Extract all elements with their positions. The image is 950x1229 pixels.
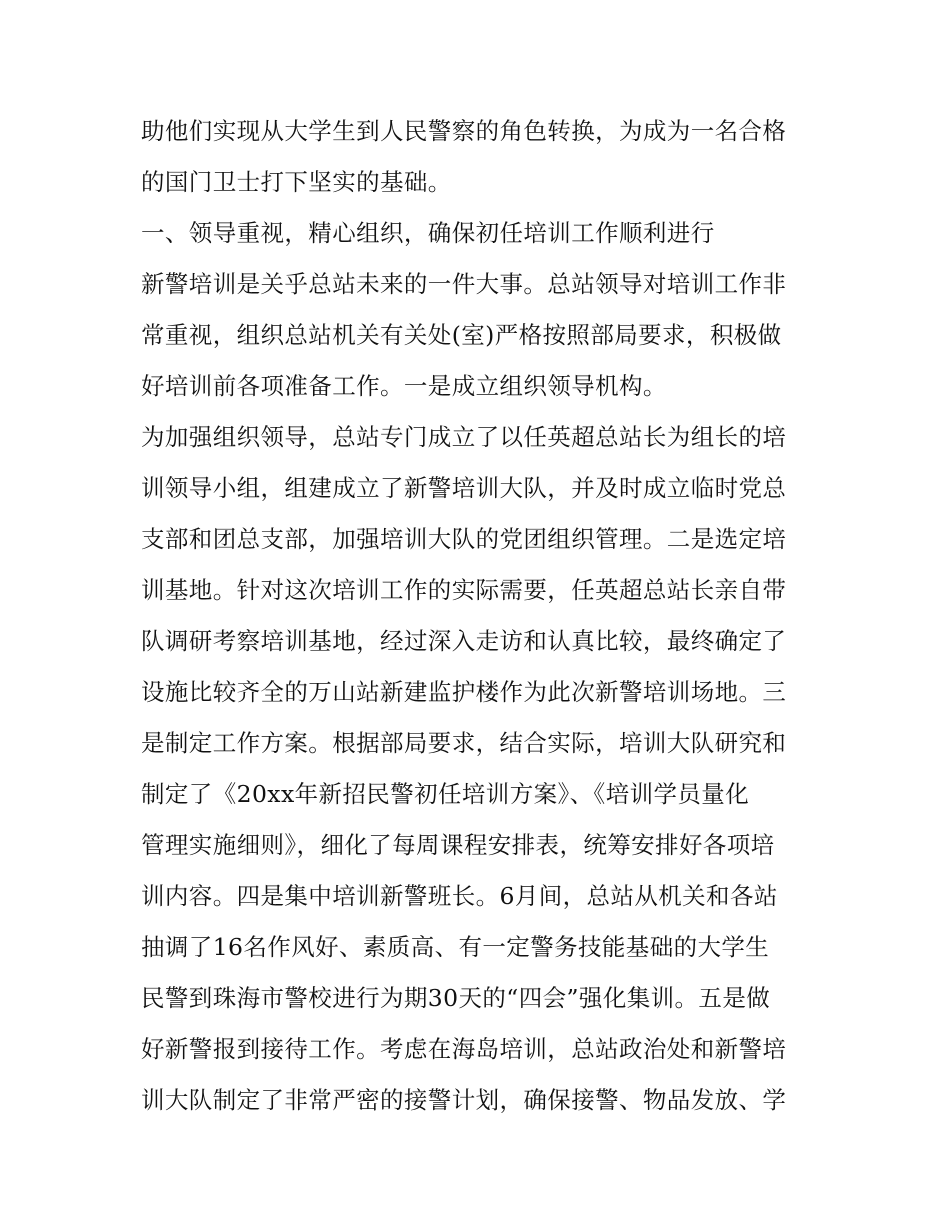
text-line: 的国门卫士打下坚实的基础。 — [141, 168, 452, 196]
text-line: 管理实施细则》，细化了每周课程安排表，统筹安排好各项培 — [141, 831, 775, 859]
text-line: 新警培训是关乎总站未来的一件大事。总站领导对培训工作非 — [141, 270, 787, 298]
text-line: 为加强组织领导，总站专门成立了以任英超总站长为组长的培 — [141, 423, 787, 451]
text-line: 是制定工作方案。根据部局要求，结合实际，培训大队研究和 — [141, 729, 787, 757]
section-heading: 一、领导重视，精心组织，确保初任培训工作顺利进行 — [141, 219, 715, 247]
text-line: 训领导小组，组建成立了新警培训大队，并及时成立临时党总 — [141, 474, 787, 502]
text-line: 训内容。四是集中培训新警班长。6月间，总站从机关和各站 — [141, 882, 778, 910]
text-line: 民警到珠海市警校进行为期30天的“四会”强化集训。五是做 — [141, 984, 771, 1012]
text-line: 支部和团总支部，加强培训大队的党团组织管理。二是选定培 — [141, 525, 787, 553]
text-line: 助他们实现从大学生到人民警察的角色转换，为成为一名合格 — [141, 117, 787, 145]
body-text — [141, 110, 831, 1130]
text-line: 制定了《20xx年新招民警初任培训方案》、《培训学员量化 — [141, 780, 750, 808]
text-line: 训基地。针对这次培训工作的实际需要，任英超总站长亲自带 — [141, 576, 787, 604]
text-line: 常重视，组织总站机关有关处(室)严格按照部局要求，积极做 — [141, 321, 782, 349]
text-line: 设施比较齐全的万山站新建监护楼作为此次新警培训场地。三 — [141, 678, 787, 706]
text-line: 抽调了16名作风好、素质高、有一定警务技能基础的大学生 — [141, 933, 770, 961]
text-line: 好新警报到接待工作。考虑在海岛培训，总站政治处和新警培 — [141, 1035, 787, 1063]
text-line: 好培训前各项准备工作。一是成立组织领导机构。 — [141, 372, 667, 400]
text-line: 训大队制定了非常严密的接警计划，确保接警、物品发放、学 — [141, 1086, 787, 1114]
text-line: 队调研考察培训基地，经过深入走访和认真比较，最终确定了 — [141, 627, 787, 655]
